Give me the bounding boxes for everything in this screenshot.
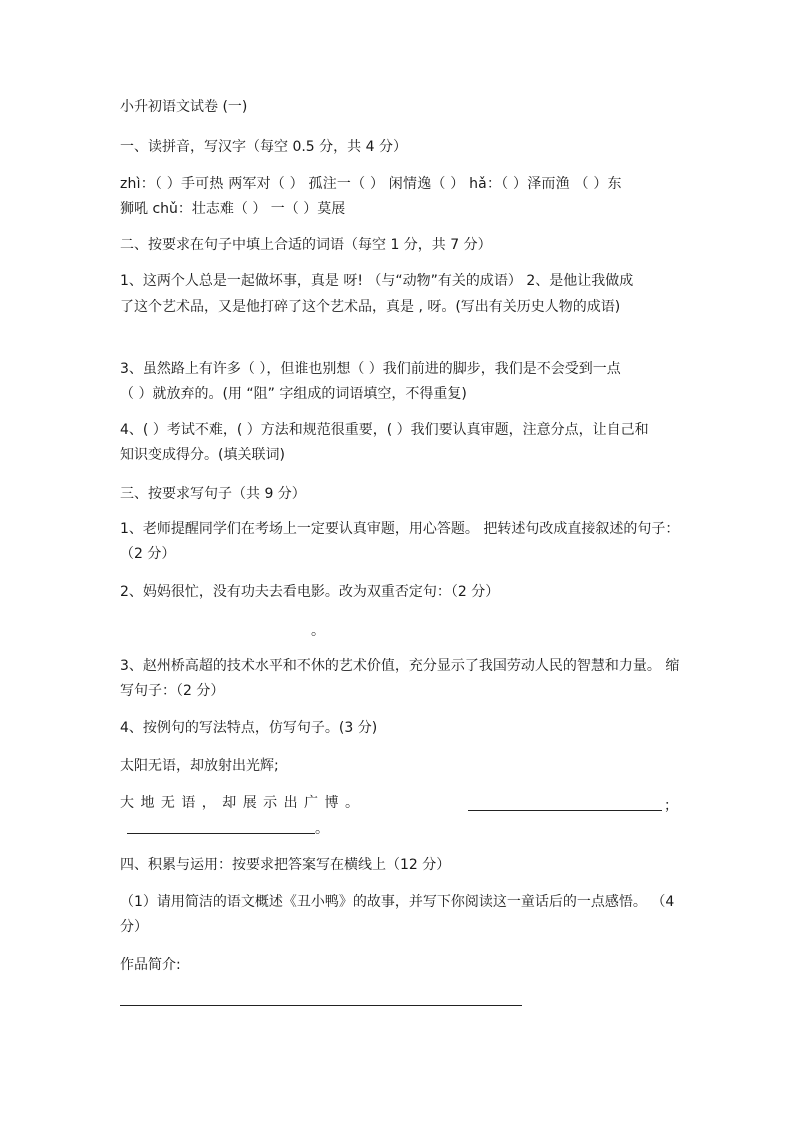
section3-heading: 三、按要求写句子（共 9 分） [120,486,306,502]
section4-heading: 四、积累与运用：按要求把答案写在横线上（12 分） [120,857,451,873]
section2-q1-line1: 1、这两个人总是一起做坏事，真是 呀! （与“动物”有关的成语） 2、是他让我做成 [120,273,634,289]
section2-q4-line2: 知识变成得分。(填关联词) [120,447,285,463]
section3-q4: 4、按例句的写法特点，仿写句子。(3 分) [120,720,378,736]
section4-intro-label: 作品简介: [120,957,181,973]
section3-imitation: 大 地 无 语 ， 却 展 示 出 广 博 。 [120,795,360,811]
section2-q4-line1: 4、( ）考试不难，( ）方法和规范很重要，( ）我们要认真审题，注意分点，让自己和 [120,422,649,438]
section3-q3-line2: 写句子：（2 分） [120,683,225,699]
section3-q2-end: 。 [311,623,325,639]
section2-q3-line1: 3、虽然路上有许多（ ），但谁也别想（ ）我们前进的脚步，我们是不会受到一点 [120,361,621,377]
section3-example: 太阳无语，却放射出光辉; [120,758,279,774]
section3-q1-line1: 1、老师提醒同学们在考场上一定要认真审题，用心答题。 把转述句改成直接叙述的句子： [120,521,680,537]
section1-line1: zhì：（ ）手可热 两军对（ ） 孤注一（ ） 闲情逸（ ） hǎ：（ ）泽而渔 （ ）东 [120,176,622,192]
section4-q1-line2: 分） [120,919,148,935]
answer-line-imitation-2[interactable] [127,833,315,834]
section3-q1-line2: （2 分） [120,546,176,562]
section3-q2: 2、妈妈很忙，没有功夫去看电影。改为双重否定句：（2 分） [120,584,500,600]
answer-line-intro[interactable] [120,1005,522,1006]
answer-line-imitation-1[interactable] [468,810,662,811]
section1-line2: 狮吼 chǔ：壮志难（ ） 一（ ）莫展 [120,201,346,217]
section3-semicolon: ； [664,798,678,814]
section4-q1-line1: （1）请用简洁的语文概述《丑小鸭》的故事，并写下你阅读这一童话后的一点感悟。 （4 [120,894,675,910]
section2-q3-line2: （ ）就放弃的。(用 “阻” 字组成的词语填空，不得重复) [120,386,467,402]
section1-heading: 一、读拼音，写汉字（每空 0.5 分，共 4 分） [120,139,407,155]
section2-q1-line2: 了这个艺术品，又是他打碎了这个艺术品，真是 , 呀。(写出有关历史人物的成语) [120,299,621,315]
exam-title: 小升初语文试卷 (一) [120,99,248,115]
section2-heading: 二、按要求在句子中填上合适的词语（每空 1 分，共 7 分） [120,237,492,253]
section3-period: 。 [315,821,329,837]
section3-q3-line1: 3、赵州桥高超的技术水平和不休的艺术价值，充分显示了我国劳动人民的智慧和力量。 缩 [120,658,680,674]
